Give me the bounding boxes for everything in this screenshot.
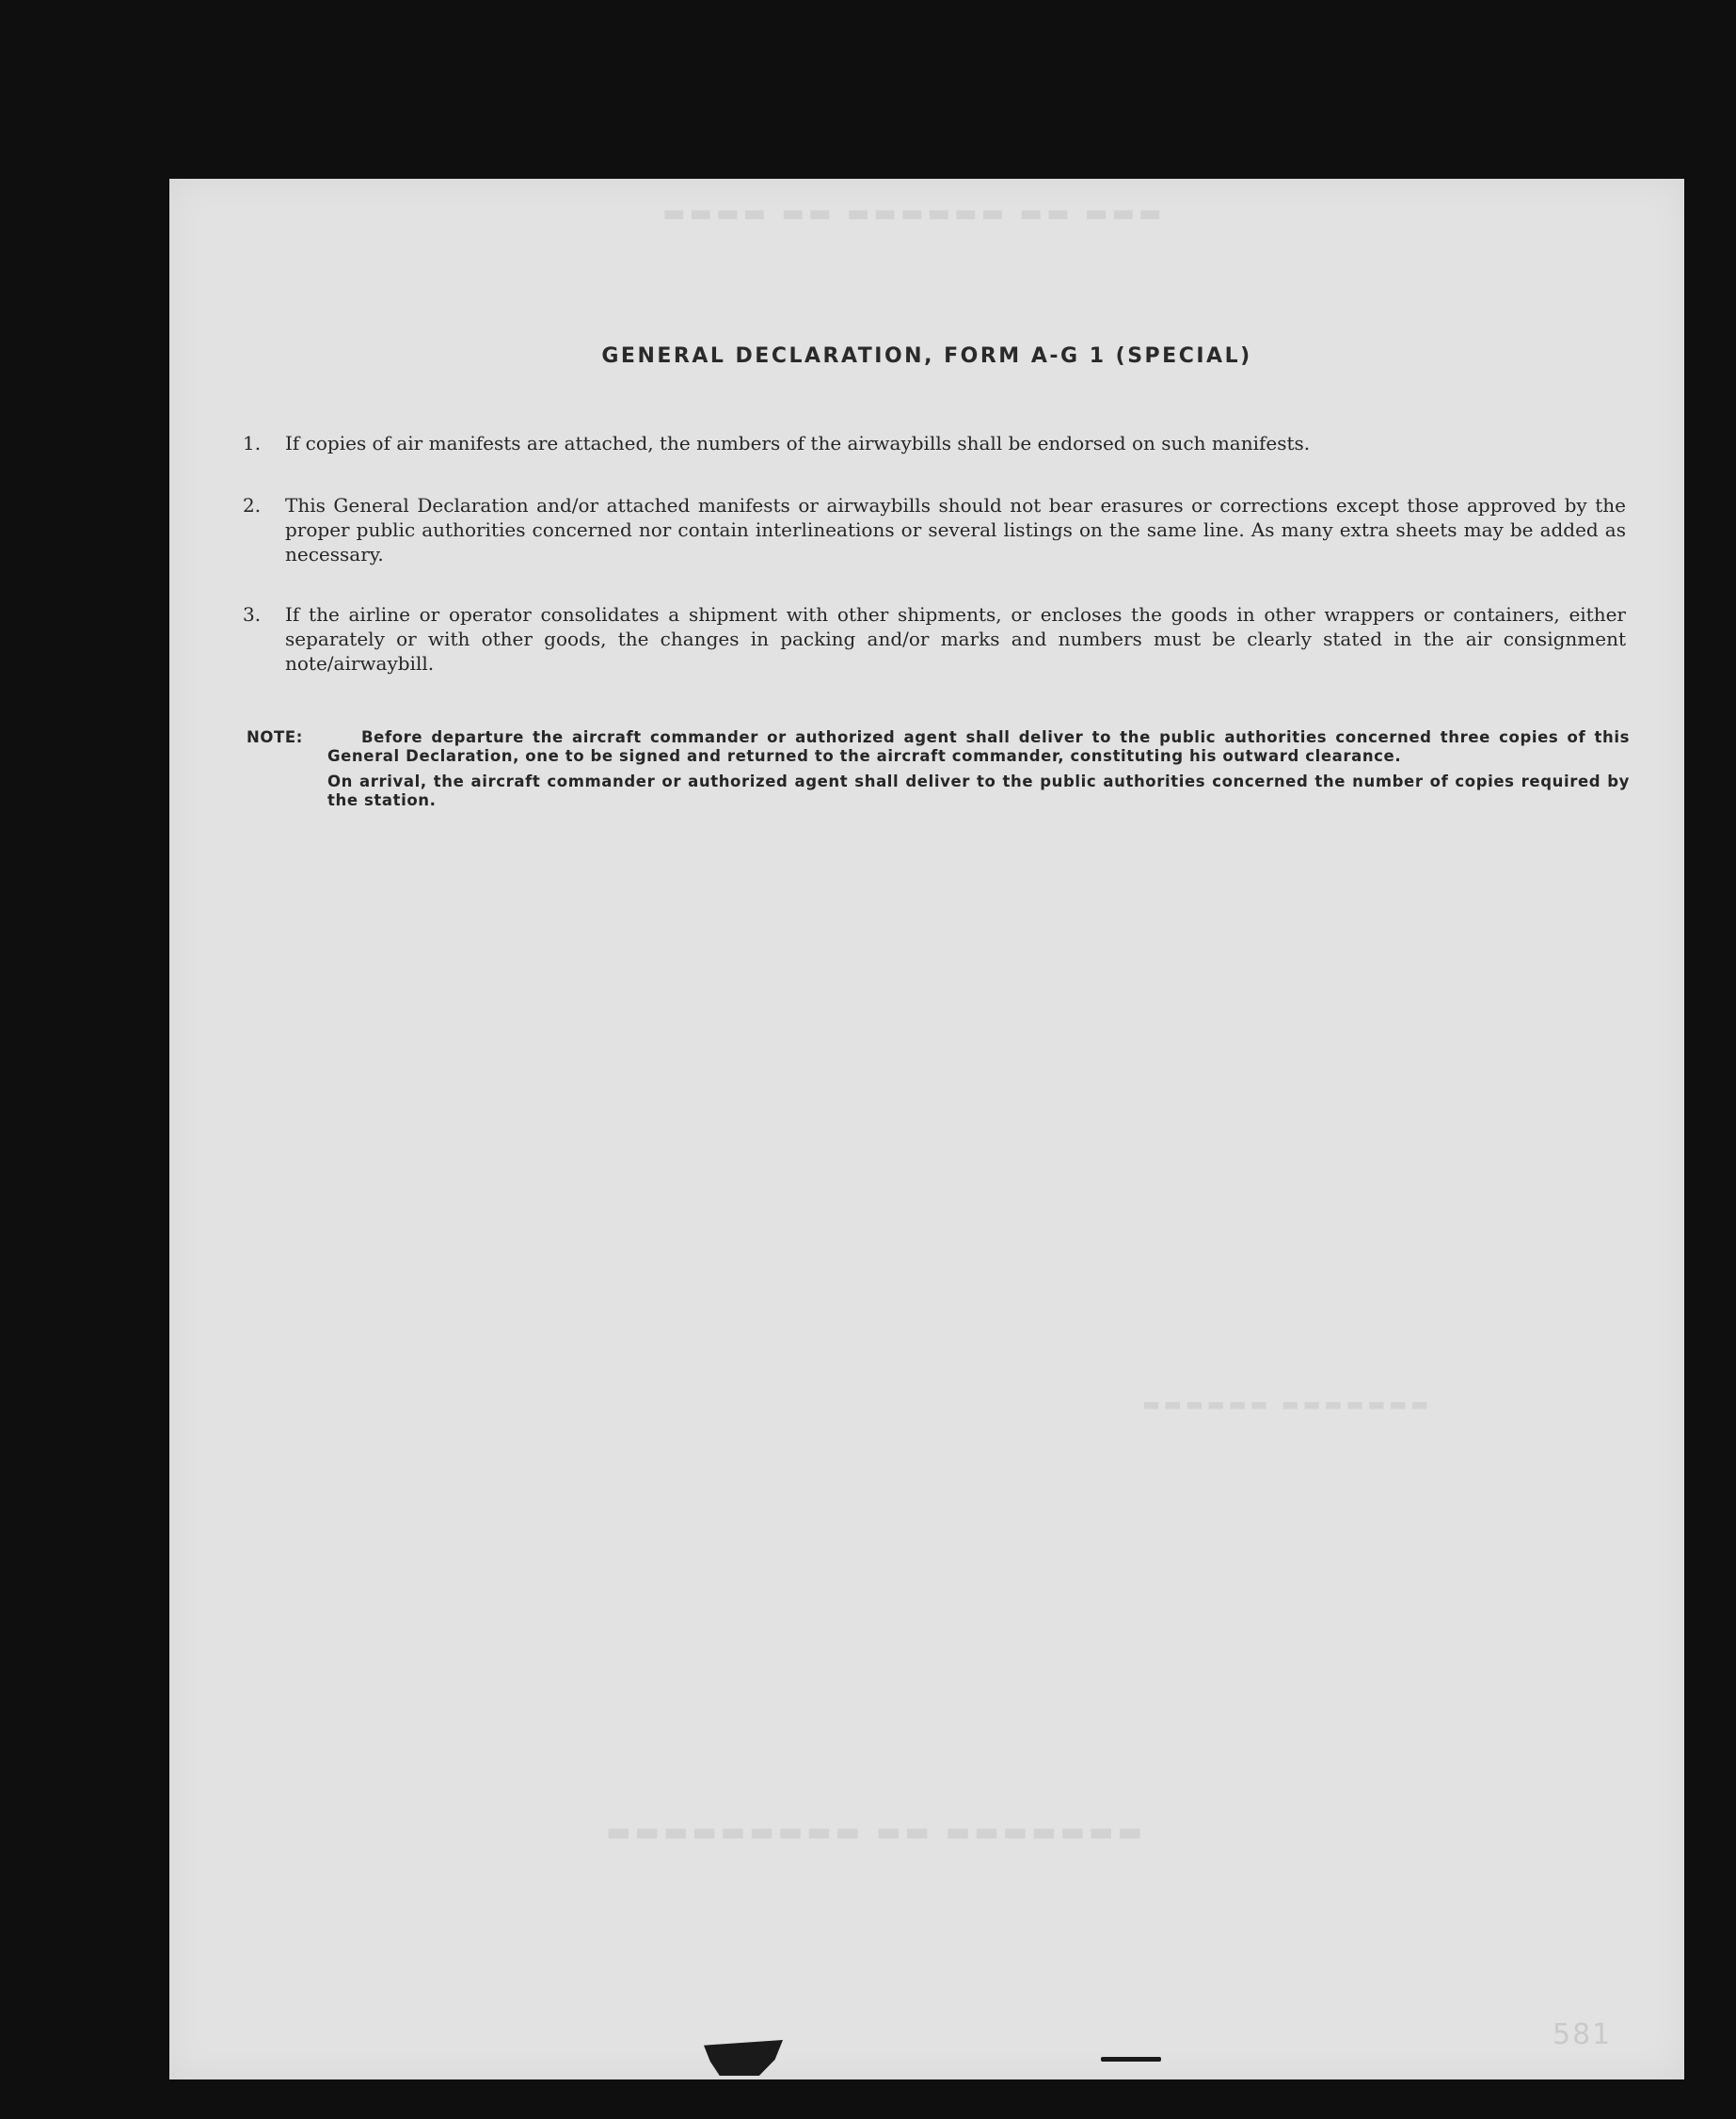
note-paragraph-arrival: On arrival, the aircraft commander or authorized agent shall deliver to the public authorities concerned the number of copies required by the station. [327, 773, 1630, 809]
ink-smudge [704, 2040, 783, 2076]
item-number: 2. [243, 494, 262, 517]
ink-smudge [1101, 2057, 1161, 2062]
note-body [327, 728, 1630, 810]
item-number: 1. [243, 432, 262, 454]
bleed-through-text: ▬▬▬ ▬▬ ▬▬▬▬▬▬ ▬▬ ▬▬▬▬ [659, 199, 1162, 228]
item-number: 3. [243, 603, 262, 626]
instruction-item-1 [243, 431, 1626, 455]
bleed-through-text: ▬▬▬▬▬▬▬ ▬▬▬▬▬▬ [1139, 1393, 1429, 1415]
item-text: If copies of air manifests are attached, the numbers of the airwaybills shall be endorsed on such manifests. [285, 432, 1311, 454]
page-number-stamp: 581 [1553, 2018, 1613, 2051]
bleed-through-text: ▬▬▬▬▬▬▬ ▬▬ ▬▬▬▬▬▬▬▬▬ [602, 1816, 1142, 1847]
instruction-item-2 [243, 493, 1626, 566]
note-block [247, 728, 1630, 810]
document-title: GENERAL DECLARATION, FORM A-G 1 (SPECIAL) [601, 344, 1252, 368]
note-paragraph-departure: Before departure the aircraft commander or authorized agent shall deliver to the public authorities concerned three copies of this General Declaration, one to be signed and returned to the aircraft commander, constituting his outward clearance. [327, 728, 1630, 765]
instruction-item-3 [243, 602, 1626, 676]
item-text: This General Declaration and/or attached manifests or airwaybills should not bear erasures or corrections except those approved by the proper public authorities concerned nor contain interlineations or several listings on the same line. As many extra sheets may be added as necessary. [285, 494, 1626, 566]
item-text: If the airline or operator consolidates a shipment with other shipments, or encloses the goods in other wrappers or containers, either separately or with other goods, the changes in packing and/or marks and numbers must be clearly stated in the air consignment note/airwaybill. [285, 603, 1626, 675]
note-label: NOTE: [247, 728, 303, 746]
document-page [169, 179, 1684, 2079]
